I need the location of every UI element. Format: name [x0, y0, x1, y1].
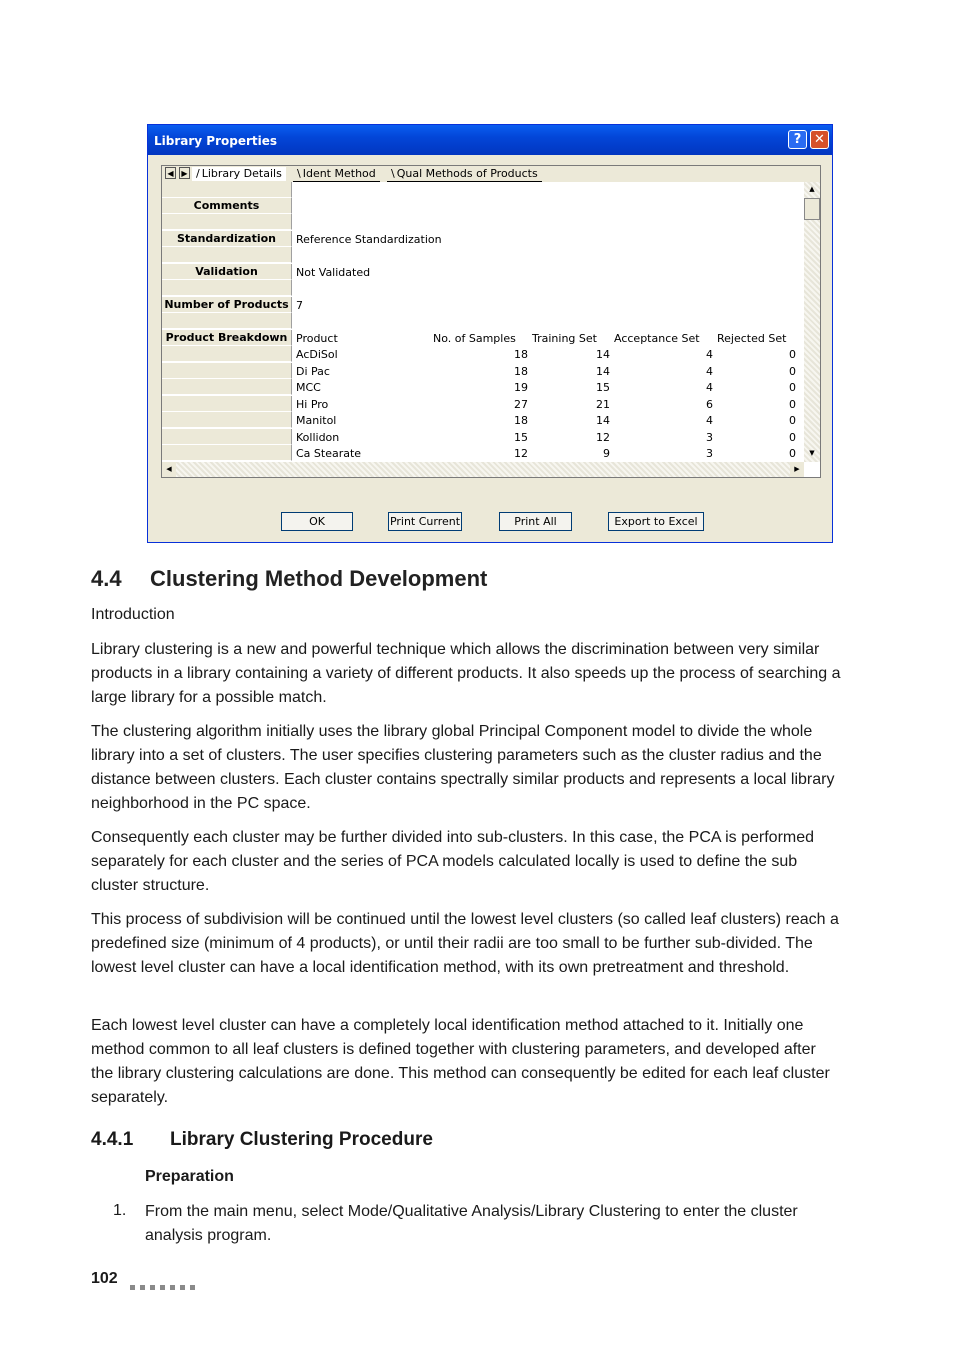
- step-number: 1.: [113, 1202, 127, 1219]
- close-button[interactable]: ✕: [810, 130, 829, 149]
- table-cell: 14: [596, 364, 610, 378]
- details-panel: [161, 165, 821, 478]
- scroll-up-icon[interactable]: ▲: [809, 185, 815, 193]
- tab-library-details[interactable]: / Library Details: [192, 167, 286, 181]
- paragraph: Each lowest level cluster can have a completely local identification method attached to it. Initially one method common to all leaf clusters is defined together with clustering parameters, and developed after the library clustering calculations are done. This method can consequently be edited for each leaf cluster separately.: [91, 1017, 830, 1106]
- row-header: [162, 280, 292, 296]
- page-dots-decoration: [130, 1277, 200, 1295]
- tab-strip: [162, 166, 820, 182]
- table-cell: 0: [789, 447, 796, 460]
- vertical-scrollbar[interactable]: [804, 182, 820, 462]
- table-cell: 21: [596, 397, 610, 411]
- scroll-thumb[interactable]: [804, 198, 820, 220]
- table-cell: 15: [596, 381, 610, 394]
- table-cell: 0: [789, 381, 796, 394]
- dialog-title: Library Properties: [154, 134, 278, 148]
- table-cell: 4: [706, 348, 713, 361]
- row-header: [162, 363, 292, 379]
- product-name-cell: AcDiSol: [296, 348, 338, 361]
- properties-grid: [162, 182, 804, 462]
- table-cell: 0: [789, 414, 796, 427]
- subsection-title: Library Clustering Procedure: [170, 1129, 433, 1150]
- table-cell: 3: [706, 430, 713, 444]
- dialog-titlebar[interactable]: [148, 125, 832, 155]
- product-name-cell: MCC: [296, 381, 321, 394]
- label-column: [162, 182, 292, 462]
- paragraph: This process of subdivision will be continued until the lowest level clusters (so called leaf clusters) reach a predefined size (minimum of 4 products), or until their radii are too small to be further sub-divided. The lowest level cluster can have a local identification method, with its own pretreatment and threshold.: [91, 911, 839, 976]
- col-header-product: Product: [296, 332, 338, 345]
- col-header-acceptance: Acceptance Set: [614, 332, 700, 345]
- row-label-number-of-products: Number of Products: [162, 297, 292, 313]
- tab-scroll-left-icon[interactable]: ◀: [165, 167, 176, 179]
- table-cell: 0: [789, 348, 796, 361]
- introduction-label: Introduction: [91, 606, 175, 623]
- horizontal-scrollbar[interactable]: [162, 462, 804, 477]
- product-name-cell: Manitol: [296, 414, 337, 427]
- validation-value: Not Validated: [296, 266, 371, 279]
- table-cell: 14: [596, 348, 610, 361]
- print-all-button[interactable]: Print All: [499, 512, 572, 531]
- standardization-value: Reference Standardization: [296, 233, 442, 246]
- print-current-button[interactable]: Print Current: [388, 512, 462, 531]
- table-cell: 3: [706, 447, 713, 460]
- subsection-number: 4.4.1: [91, 1129, 134, 1150]
- table-cell: 4: [706, 381, 713, 394]
- row-header: [162, 379, 292, 395]
- table-cell: 6: [706, 397, 713, 411]
- table-cell: 4: [706, 414, 713, 427]
- row-header: [162, 247, 292, 263]
- table-cell: 12: [514, 447, 528, 460]
- tab-qual-methods-of-products[interactable]: \ Qual Methods of Products: [387, 167, 542, 182]
- scroll-down-icon[interactable]: ▼: [809, 449, 815, 457]
- section-heading: [91, 566, 487, 592]
- table-cell: 9: [603, 447, 610, 460]
- row-header: [162, 445, 292, 461]
- row-header: [162, 313, 292, 329]
- scroll-left-icon[interactable]: ◀: [162, 462, 176, 477]
- subsection-heading: [91, 1129, 433, 1151]
- product-name-cell: Hi Pro: [296, 397, 329, 411]
- table-cell: 18: [514, 414, 528, 427]
- step-text: From the main menu, select Mode/Qualitative Analysis/Library Clustering to enter the cluster analysis program.: [145, 1203, 798, 1244]
- section-title: Clustering Method Development: [150, 566, 488, 591]
- product-name-cell: Ca Stearate: [296, 447, 362, 460]
- row-header: [162, 214, 292, 230]
- product-name-cell: Di Pac: [296, 364, 330, 378]
- col-header-rejected: Rejected Set: [717, 332, 787, 345]
- row-header: [162, 396, 292, 412]
- col-header-training: Training Set: [532, 332, 597, 345]
- row-label-validation: Validation: [162, 264, 292, 280]
- table-cell: 19: [514, 381, 528, 394]
- help-button[interactable]: ?: [788, 130, 807, 149]
- ok-button[interactable]: OK: [281, 512, 353, 531]
- table-cell: 12: [596, 430, 610, 444]
- row-header: [162, 429, 292, 445]
- row-header: [162, 346, 292, 362]
- product-name-cell: Kollidon: [296, 430, 340, 444]
- table-cell: 15: [514, 430, 528, 444]
- table-cell: 0: [789, 397, 796, 411]
- table-cell: 27: [514, 397, 528, 411]
- table-cell: 0: [789, 364, 796, 378]
- row-label-standardization: Standardization: [162, 231, 292, 247]
- preparation-label: Preparation: [145, 1168, 234, 1185]
- table-cell: 0: [789, 430, 796, 444]
- section-number: 4.4: [91, 566, 122, 591]
- paragraph: Library clustering is a new and powerful technique which allows the discrimination between very similar products in a library containing a variety of different products. It also speeds up the process of searching a large library for a possible match.: [91, 641, 841, 706]
- table-cell: 14: [596, 414, 610, 427]
- tab-scroll-right-icon[interactable]: ▶: [179, 167, 190, 179]
- row-label-comments: Comments: [162, 198, 292, 214]
- table-cell: 4: [706, 364, 713, 378]
- number-of-products-value: 7: [296, 299, 303, 312]
- table-cell: 18: [514, 348, 528, 361]
- export-to-excel-button[interactable]: Export to Excel: [608, 512, 704, 531]
- tab-ident-method[interactable]: \ Ident Method: [293, 167, 380, 182]
- page-number: 102: [91, 1270, 118, 1287]
- col-header-samples: No. of Samples: [433, 332, 516, 345]
- paragraph: Consequently each cluster may be further divided into sub-clusters. In this case, the PCA is performed separately for each cluster and the series of PCA models calculated locally is used to define the sub cluster structure.: [91, 829, 815, 894]
- library-properties-dialog: [147, 124, 833, 543]
- row-header: [162, 412, 292, 428]
- row-label-product-breakdown: Product Breakdown: [162, 330, 292, 346]
- row-header: [162, 182, 292, 198]
- scroll-right-icon[interactable]: ▶: [790, 462, 804, 477]
- table-cell: 18: [514, 364, 528, 378]
- paragraph: The clustering algorithm initially uses the library global Principal Component model to divide the whole library into a set of clusters. The user specifies clustering parameters such as the cluster radius and the distance between clusters. Each cluster contains spectrally similar products and represents a local library neighborhood in the PC space.: [91, 723, 835, 812]
